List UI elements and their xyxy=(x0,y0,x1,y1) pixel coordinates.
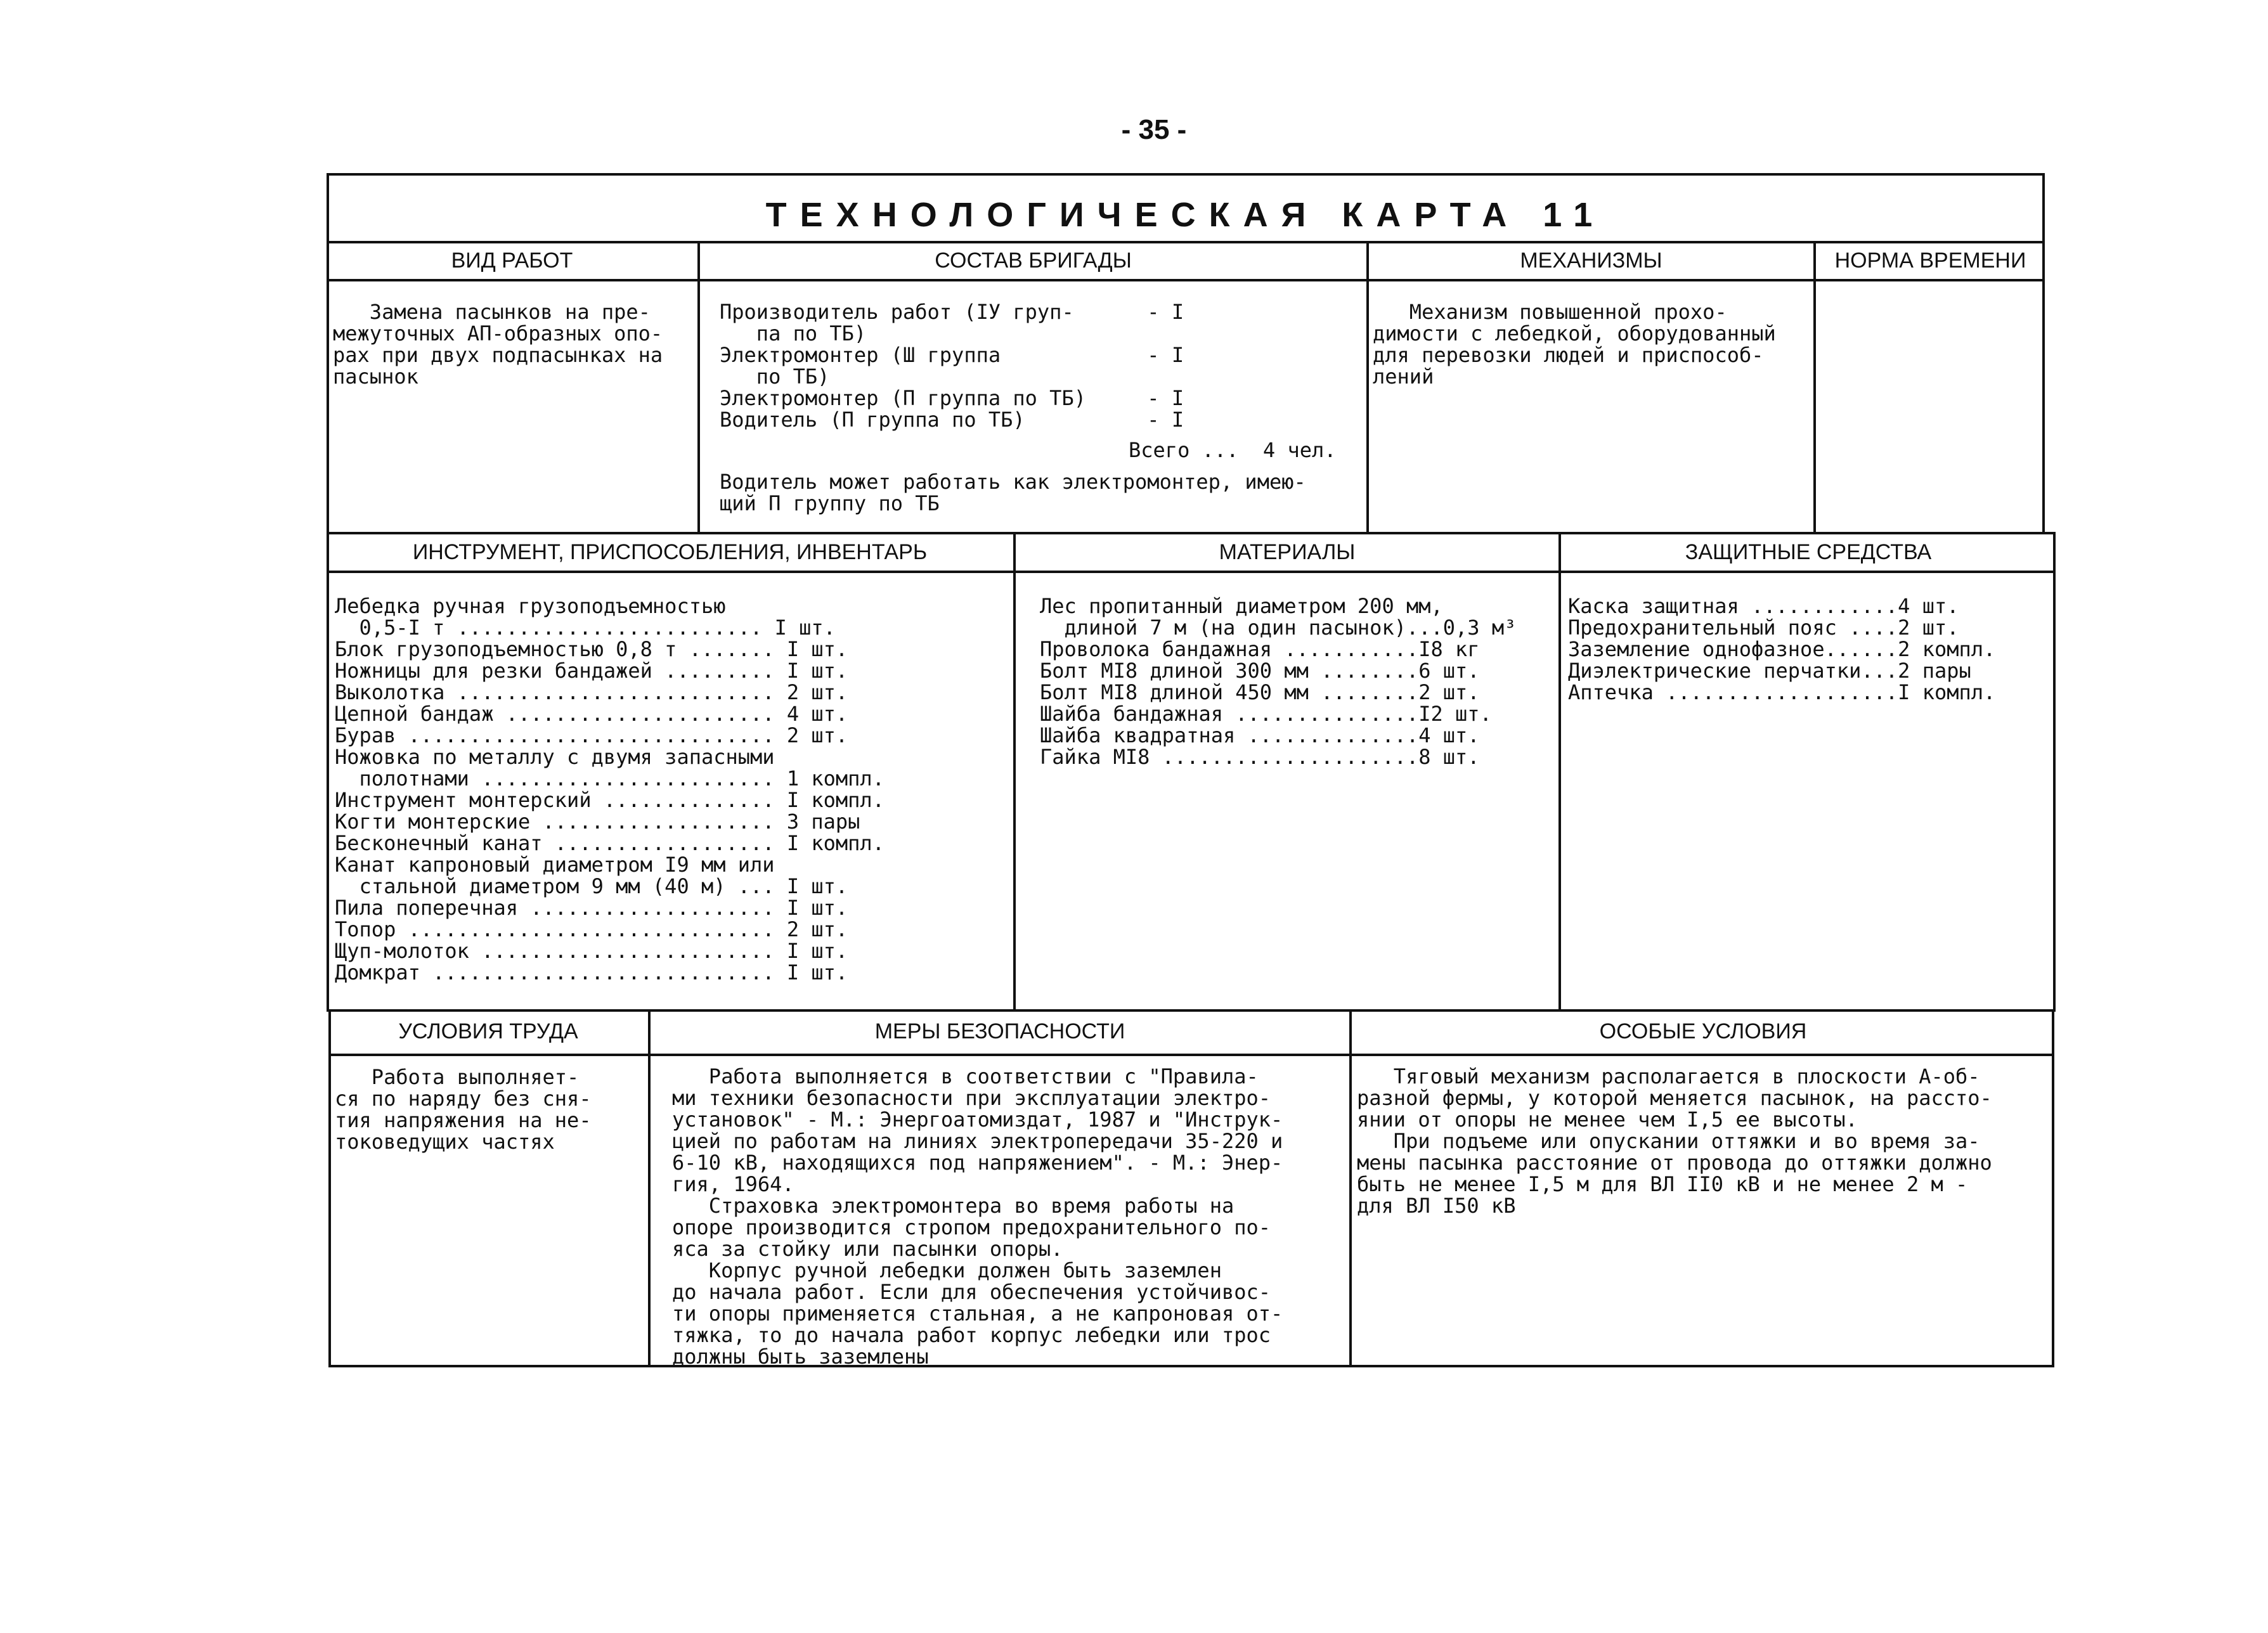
tool-line: Выколотка .......................... 2 шт. xyxy=(335,680,848,704)
text-line: токоведущих частях xyxy=(335,1130,555,1154)
text-line: 6-10 кВ, находящихся под напряжением". - М.: Энер- xyxy=(672,1151,1283,1175)
text-line: для ВЛ I50 кВ xyxy=(1357,1194,1516,1218)
text-line: Страховка электромонтера во время работы на xyxy=(672,1194,1234,1218)
crew-total: Всего ... 4 чел. xyxy=(1129,438,1337,462)
protection-line: Аптечка ...................I компл. xyxy=(1568,680,1996,704)
divider xyxy=(1813,241,1816,534)
text-line: ми техники безопасности при эксплуатации электро- xyxy=(672,1086,1271,1110)
divider xyxy=(327,279,2045,281)
text-line: ти опоры применяется стальная, а не капроновая от- xyxy=(672,1301,1283,1326)
text-line: тия напряжения на не- xyxy=(335,1108,592,1132)
text-line: ся по наряду без сня- xyxy=(335,1087,592,1111)
page-number: - 35 - xyxy=(1121,114,1187,145)
tool-line: 0,5-I т ......................... I шт. xyxy=(335,616,836,640)
conditions-text xyxy=(335,1066,645,1152)
protection-line: Предохранительный пояс ....2 шт. xyxy=(1568,616,1959,640)
divider xyxy=(1558,532,1561,1012)
crew-note xyxy=(720,471,1360,514)
protection-line: Заземление однофазное......2 компл. xyxy=(1568,637,1996,661)
header-tools: ИНСТРУМЕНТ, ПРИСПОСОБЛЕНИЯ, ИНВЕНТАРЬ xyxy=(412,540,928,564)
header-work-type: ВИД РАБОТ xyxy=(451,248,573,273)
tool-line: Домкрат ............................ I шт. xyxy=(335,960,848,984)
text-line: Водитель может работать как электромонтер, имею- xyxy=(720,470,1306,494)
material-line: Болт MI8 длиной 300 мм ........6 шт. xyxy=(1040,659,1480,683)
text-line: Замена пасынков на пре- xyxy=(333,300,651,324)
text-line: опоре производится стропом предохранительного по- xyxy=(672,1215,1271,1239)
text-line: Корпус ручной лебедки должен быть заземлен xyxy=(672,1258,1222,1282)
tool-line: полотнами ........................ 1 компл. xyxy=(335,766,885,791)
text-line: для перевозки людей и приспособ- xyxy=(1373,343,1764,367)
materials-list xyxy=(1040,596,1555,768)
text-line: яса за стойку или пасынки опоры. xyxy=(672,1237,1063,1261)
header-special: ОСОБЫЕ УСЛОВИЯ xyxy=(1599,1019,1807,1043)
safety-text xyxy=(672,1066,1344,1368)
crew-list xyxy=(720,301,1360,430)
tool-line: Бесконечный канат .................. I компл. xyxy=(335,831,885,855)
text-line: разной фермы, у которой меняется пасынок, на рассто- xyxy=(1357,1086,1992,1110)
tool-line: Инструмент монтерский .............. I компл. xyxy=(335,788,885,812)
tool-line: стальной диаметром 9 мм (40 м) ... I шт. xyxy=(335,874,848,898)
tool-line: Ножовка по металлу с двумя запасными xyxy=(335,745,775,769)
divider xyxy=(328,1054,2054,1056)
tool-line: Цепной бандаж ...................... 4 шт. xyxy=(335,702,848,726)
text-line: димости с лебедкой, оборудованный xyxy=(1373,321,1776,345)
header-materials: МАТЕРИАЛЫ xyxy=(1219,540,1356,564)
crew-line: Электромонтер (Ш группа - I xyxy=(720,343,1184,367)
tools-list xyxy=(335,596,1010,984)
divider xyxy=(1349,1009,1352,1367)
protection-list xyxy=(1568,596,2053,704)
header-time-norm: НОРМА ВРЕМЕНИ xyxy=(1834,248,2026,273)
tool-line: Блок грузоподъемностью 0,8 т ....... I шт. xyxy=(335,637,848,661)
text-line: гия, 1964. xyxy=(672,1172,794,1196)
tool-line: Щуп-молоток ........................ I шт. xyxy=(335,939,848,963)
text-line: Работа выполняет- xyxy=(335,1065,580,1089)
text-line: межуточных АП-образных опо- xyxy=(333,321,663,345)
material-line: Болт MI8 длиной 450 мм ........2 шт. xyxy=(1040,680,1480,704)
material-line: Шайба квадратная ..............4 шт. xyxy=(1040,723,1480,747)
material-line: Проволока бандажная ...........I8 кг xyxy=(1040,637,1480,661)
protection-line: Диэлектрические перчатки...2 пары xyxy=(1568,659,1971,683)
header-crew: СОСТАВ БРИГАДЫ xyxy=(935,248,1132,273)
card-title: ТЕХНОЛОГИЧЕСКАЯ КАРТА 11 xyxy=(765,196,1606,234)
text-line: рах при двух подпасынках на xyxy=(333,343,663,367)
special-text xyxy=(1357,1066,2051,1217)
text-line: должны быть заземлены xyxy=(672,1345,929,1369)
header-protection: ЗАЩИТНЫЕ СРЕДСТВА xyxy=(1685,540,1932,564)
crew-line: Производитель работ (IУ груп- - I xyxy=(720,300,1184,324)
text-line: цией по работам на линиях электропередачи 35-220 и xyxy=(672,1129,1283,1153)
tool-line: Пила поперечная .................... I шт. xyxy=(335,896,848,920)
text-line: тяжка, то до начала работ корпус лебедки или трос xyxy=(672,1323,1271,1347)
crew-line: па по ТБ) xyxy=(720,321,867,345)
text-line: мены пасынка расстояние от провода до оттяжки должно xyxy=(1357,1151,1992,1175)
material-line: Гайка MI8 .....................8 шт. xyxy=(1040,745,1480,769)
header-safety: МЕРЫ БЕЗОПАСНОСТИ xyxy=(874,1019,1125,1043)
material-line: Лес пропитанный диаметром 200 мм, xyxy=(1040,594,1443,618)
header-mechanisms: МЕХАНИЗМЫ xyxy=(1520,248,1662,273)
tool-line: Топор .............................. 2 шт. xyxy=(335,917,848,941)
header-conditions: УСЛОВИЯ ТРУДА xyxy=(398,1019,578,1043)
tool-line: Когти монтерские ................... 3 пары xyxy=(335,810,860,834)
text-line: установок" - М.: Энергоатомиздат, 1987 и "Инструк- xyxy=(672,1107,1283,1132)
material-line: длиной 7 м (на один пасынок)...0,3 м³ xyxy=(1040,616,1517,640)
material-line: Шайба бандажная ...............I2 шт. xyxy=(1040,702,1492,726)
text-line: быть не менее I,5 м для ВЛ II0 кВ и не менее 2 м - xyxy=(1357,1172,1968,1196)
text-line: При подъеме или опускании оттяжки и во время за- xyxy=(1357,1129,1980,1153)
crew-line: Водитель (П группа по ТБ) - I xyxy=(720,408,1184,432)
tool-line: Ножницы для резки бандажей ......... I шт. xyxy=(335,659,848,683)
divider xyxy=(697,241,700,534)
tool-line: Канат капроновый диаметром I9 мм или xyxy=(335,853,775,877)
divider xyxy=(327,571,2056,573)
crew-line: по ТБ) xyxy=(720,365,830,389)
text-line: лений xyxy=(1373,365,1434,389)
crew-line: Электромонтер (П группа по ТБ) - I xyxy=(720,386,1184,410)
text-line: щий П группу по ТБ xyxy=(720,491,940,515)
text-line: Механизм повышенной прохо- xyxy=(1373,300,1727,324)
text-line: Тяговый механизм располагается в плоскости А-об- xyxy=(1357,1064,1980,1088)
text-line: янии от опоры не менее чем I,5 ее высоты. xyxy=(1357,1107,1858,1132)
text-line: Работа выполняется в соответствии с "Правила- xyxy=(672,1064,1259,1088)
divider xyxy=(648,1009,651,1367)
text-line: до начала работ. Если для обеспечения устойчивос- xyxy=(672,1280,1271,1304)
divider xyxy=(1366,241,1369,534)
mechanisms-text xyxy=(1373,301,1810,387)
work-type-text xyxy=(333,301,694,387)
divider xyxy=(1013,532,1016,1012)
protection-line: Каска защитная ............4 шт. xyxy=(1568,594,1959,618)
tool-line: Бурав .............................. 2 шт. xyxy=(335,723,848,747)
tool-line: Лебедка ручная грузоподъемностью xyxy=(335,594,726,618)
text-line: пасынок xyxy=(333,365,418,389)
